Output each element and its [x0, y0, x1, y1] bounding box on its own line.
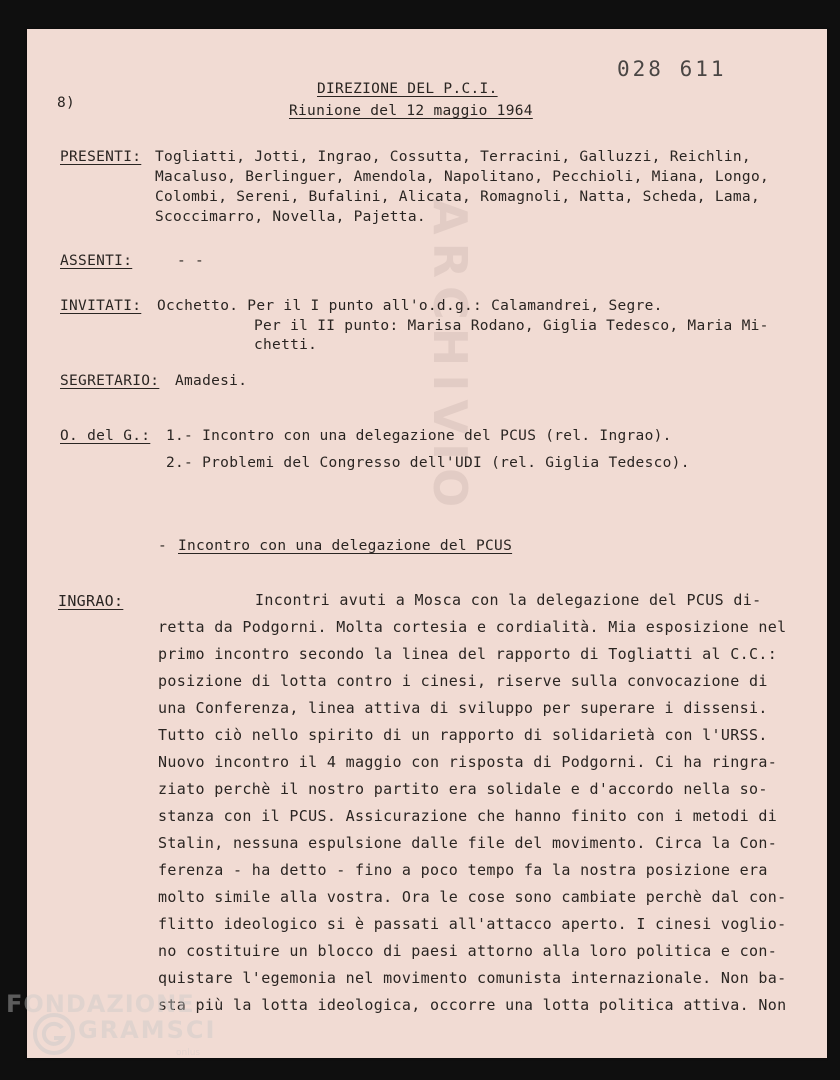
watermark-line2: GRAMSCI — [78, 1016, 217, 1044]
speech-line: posizione di lotta contro i cinesi, riserve sulla convocazione di — [158, 672, 768, 690]
speaker-label: INGRAO: — [58, 592, 124, 610]
watermark-line3: onlus — [176, 1048, 201, 1058]
presenti-line: Macaluso, Berlinguer, Amendola, Napolitano, Pecchioli, Miana, Longo, — [155, 169, 770, 185]
invitati-line: chetti. — [254, 337, 318, 353]
meeting-date: Riunione del 12 maggio 1964 — [289, 103, 533, 119]
presenti-line: Colombi, Sereni, Bufalini, Alicata, Romagnoli, Natta, Scheda, Lama, — [155, 189, 760, 205]
archive-number: 028 611 — [617, 57, 727, 81]
speech-line: una Conferenza, linea attiva di sviluppo per superare i dissensi. — [158, 699, 768, 717]
assenti-label: ASSENTI: — [60, 253, 133, 269]
invitati-label: INVITATI: — [60, 298, 142, 314]
segretario-value: Amadesi. — [175, 373, 248, 389]
speech-line: flitto ideologico si è passati all'attacco aperto. I cinesi voglio- — [158, 915, 787, 933]
page-number: 8) — [57, 95, 76, 111]
invitati-line: Per il II punto: Marisa Rodano, Giglia Tedesco, Maria Mi- — [254, 318, 769, 334]
fondazione-gramsci-watermark — [6, 986, 246, 1076]
section-heading: Incontro con una delegazione del PCUS — [178, 538, 513, 554]
odg-label: O. del G.: — [60, 428, 151, 444]
speech-line: no costituire un blocco di paesi attorno alla loro politica e con- — [158, 942, 778, 960]
speech-line: ziato perchè il nostro partito era solidale e d'accordo nella so- — [158, 780, 768, 798]
speech-line: ferenza - ha detto - fino a poco tempo fa la nostra posizione era — [158, 861, 768, 879]
watermark-line1: FONDAZIONE — [6, 990, 195, 1018]
archive-stamp-watermark: ARCHIVIO — [423, 199, 477, 516]
speech-line: Tutto ciò nello spirito di un rapporto di solidarietà con l'URSS. — [158, 726, 768, 744]
gramsci-logo-icon — [32, 1012, 76, 1056]
speech-line: primo incontro secondo la linea del rapporto di Togliatti al C.C.: — [158, 645, 778, 663]
odg-item: 2.- Problemi del Congresso dell'UDI (rel. Giglia Tedesco). — [166, 455, 690, 471]
speech-line: molto simile alla vostra. Ora le cose sono cambiate perchè dal con- — [158, 888, 787, 906]
presenti-label: PRESENTI: — [60, 149, 142, 165]
speech-line: Nuovo incontro il 4 maggio con risposta di Podgorni. Ci ha ringra- — [158, 753, 778, 771]
assenti-value: - - — [177, 253, 205, 269]
document-title: DIREZIONE DEL P.C.I. — [317, 81, 498, 97]
presenti-line: Scoccimarro, Novella, Pajetta. — [155, 209, 426, 225]
speech-line: stanza con il PCUS. Assicurazione che hanno finito con i metodi di — [158, 807, 778, 825]
speech-line: sta più la lotta ideologica, occorre una lotta politica attiva. Non — [158, 996, 787, 1014]
speech-line: Stalin, nessuna espulsione dalle file del movimento. Circa la Con- — [158, 834, 778, 852]
speech-line: retta da Podgorni. Molta cortesia e cordialità. Mia esposizione nel — [158, 618, 787, 636]
section-dash: - — [158, 538, 168, 554]
speech-line: Incontri avuti a Mosca con la delegazione del PCUS di- — [255, 591, 762, 609]
invitati-line: Occhetto. Per il I punto all'o.d.g.: Calamandrei, Segre. — [157, 298, 663, 314]
odg-item: 1.- Incontro con una delegazione del PCUS (rel. Ingrao). — [166, 428, 672, 444]
segretario-label: SEGRETARIO: — [60, 373, 160, 389]
document-page — [27, 29, 827, 1058]
presenti-line: Togliatti, Jotti, Ingrao, Cossutta, Terracini, Galluzzi, Reichlin, — [155, 149, 751, 165]
speech-line: quistare l'egemonia nel movimento comunista internazionale. Non ba- — [158, 969, 787, 987]
